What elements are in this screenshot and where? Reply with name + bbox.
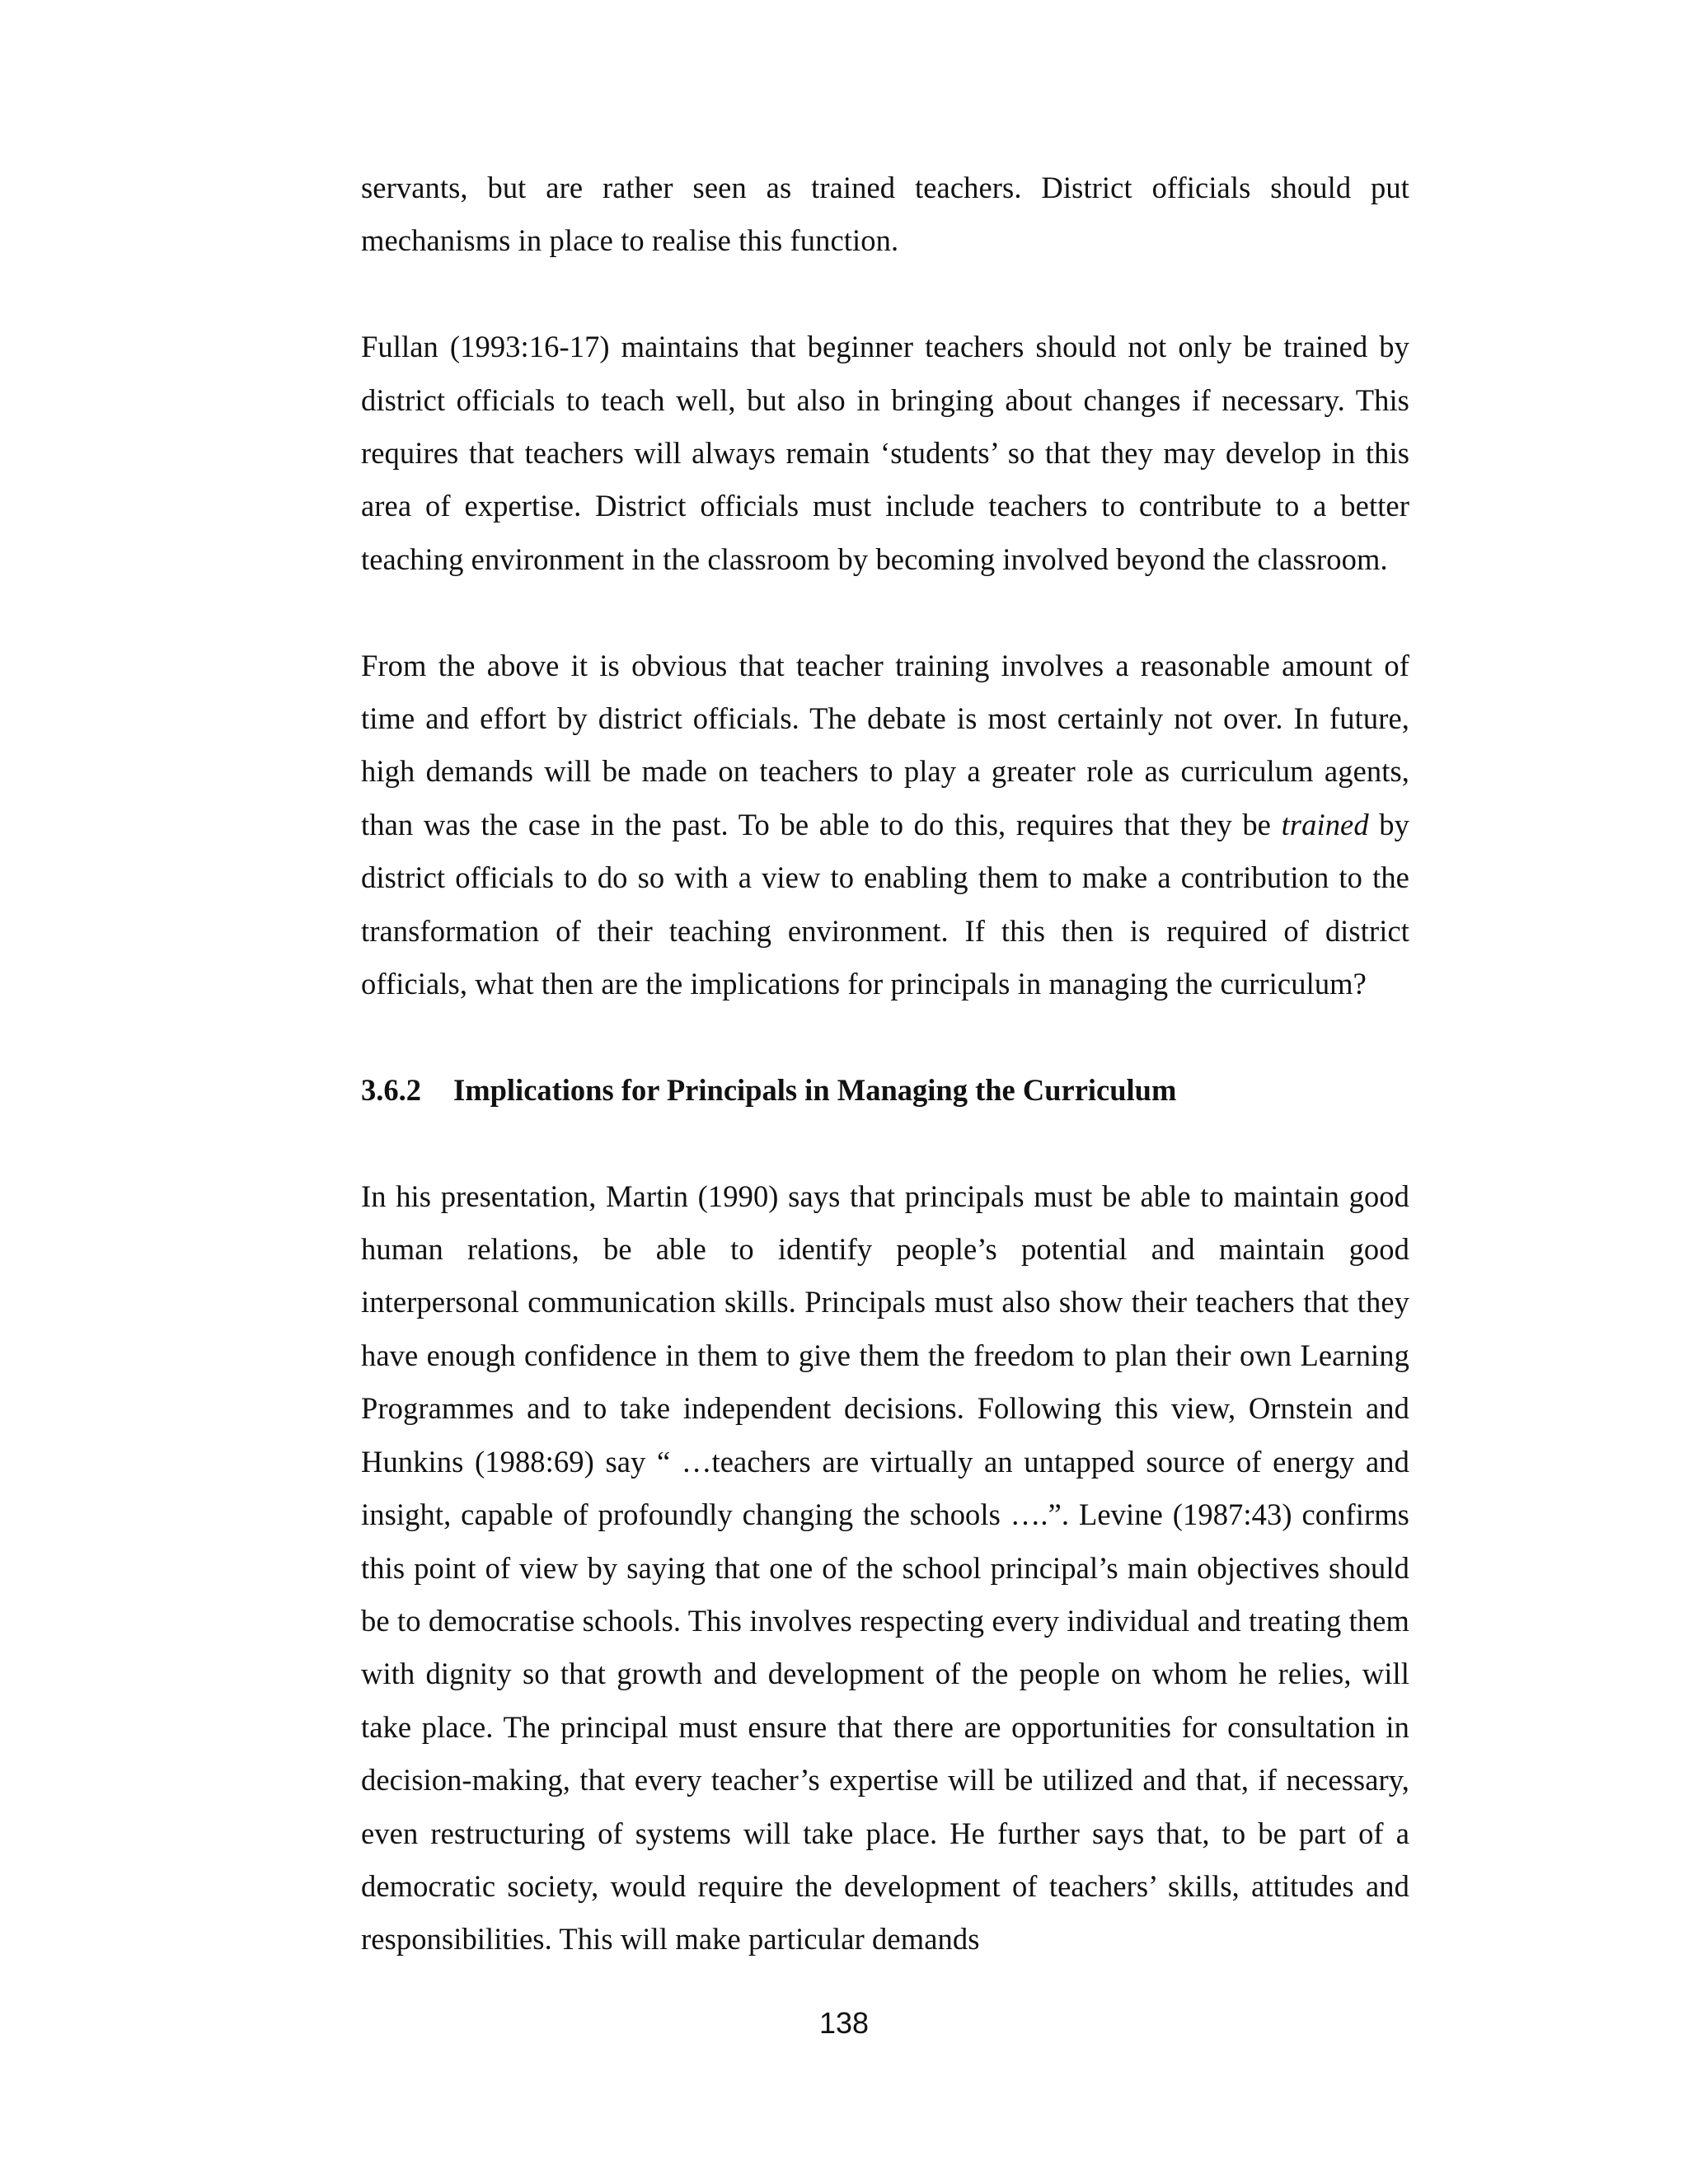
document-body	[361, 162, 1409, 1966]
paragraph-martin: In his presentation, Martin (1990) says that principals must be able to maintain good human relations, be able to identify people’s potential and maintain good interpersonal communication skills. Principals must also show their teachers that they have enough confidence in them to give them the freedom to plan their own Learning Programmes and to take independent decisions. Following this view, Ornstein and Hunkins (1988:69) say “ …teachers are virtually an untapped source of energy and insight, capable of profoundly changing the schools ….”. Levine (1987:43) confirms this point of view by saying that one of the school principal’s main objectives should be to democratise schools. This involves respecting every individual and treating them with dignity so that growth and development of the people on whom he relies, will take place. The principal must ensure that there are opportunities for consultation in decision-making, that every teacher’s expertise will be utilized and that, if necessary, even restructuring of systems will take place. He further says that, to be part of a democratic society, would require the development of teachers’ skills, attitudes and responsibilities. This will make particular demands	[361, 1179, 1409, 1957]
paragraph-gap	[361, 586, 1409, 639]
paragraph-fullan: Fullan (1993:16-17) maintains that beginner teachers should not only be trained by district officials to teach well, but also in bringing about changes if necessary. This requires that teachers will always remain ‘students’ so that they may develop in this area of expertise. District officials must include teachers to contribute to a better teaching environment in the classroom by becoming involved beyond the classroom.	[361, 330, 1409, 576]
paragraph-teacher-training	[361, 640, 1409, 1011]
page-number: 138	[818, 2006, 870, 2040]
section-title: Implications for Principals in Managing the Curriculum	[453, 1072, 1177, 1107]
section-heading	[361, 1064, 1409, 1117]
paragraph-gap	[361, 1010, 1409, 1063]
paragraph-gap	[361, 268, 1409, 321]
paragraph-text-after: by district officials to do so with a view to enabling them to make a contribution to the transformation of their teaching environment. If this then is required of district officials, what then are the implications for principals in managing the curriculum?	[361, 807, 1409, 1001]
paragraph-gap	[361, 1117, 1409, 1169]
paragraph-continuation: servants, but are rather seen as trained teachers. District officials should put mechanisms in place to realise this function.	[361, 171, 1409, 258]
section-number: 3.6.2	[361, 1072, 421, 1107]
paragraph-text-before: From the above it is obvious that teacher training involves a reasonable amount of time and effort by district officials. The debate is most certainly not over. In future, high demands will be made on teachers to play a greater role as curriculum agents, than was the case in the past. To be able to do this, requires that they be	[361, 648, 1409, 841]
emphasis-trained: trained	[1281, 807, 1369, 841]
